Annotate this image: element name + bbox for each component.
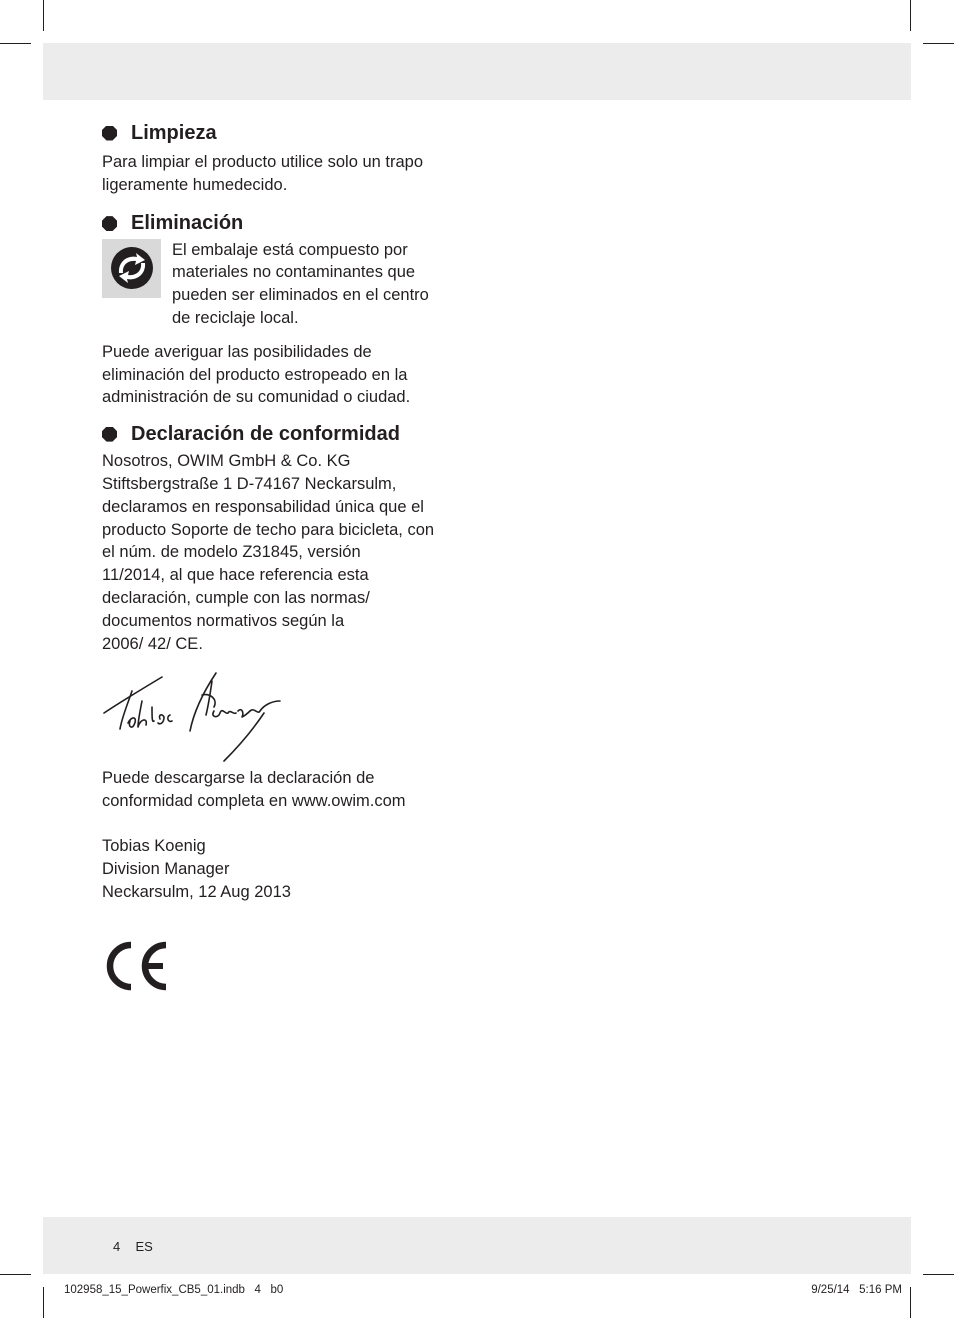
section-heading-disposal xyxy=(102,209,462,239)
crop-mark xyxy=(910,0,911,31)
conformity-text: Nosotros, OWIM GmbH & Co. KG Stiftsbergstraße 1 D-74167 Neckarsulm, declaramos en responsabilidad única que el producto Soporte de techo para bicicleta, con el núm. de modelo Z31845, versión 11/2014, al que hace referencia esta declaración, cumple con las normas/ documentos normativos según la 2006/ 42/ CE. xyxy=(102,452,435,653)
crop-mark xyxy=(923,43,954,44)
crop-mark xyxy=(0,1274,31,1275)
signer-title: Division Manager xyxy=(102,859,230,878)
bullet-icon xyxy=(102,427,117,442)
download-text: Puede descargarse la declaración de conformidad completa en www.owim.com xyxy=(102,769,406,811)
place-date: Neckarsulm, 12 Aug 2013 xyxy=(102,882,291,901)
crop-mark xyxy=(43,0,44,31)
product-disposal-text: Puede averiguar las posibilidades de eliminación del producto estropeado en la administración de su comunidad o ciudad. xyxy=(102,342,411,407)
heading-text: Eliminación xyxy=(131,212,244,235)
bullet-icon xyxy=(102,126,117,141)
heading-text: Declaración de conformidad xyxy=(131,422,400,445)
slug-file: 102958_15_Powerfix_CB5_01.indb 4 b0 xyxy=(64,1284,284,1296)
language-code: ES xyxy=(135,1239,153,1254)
page-footer xyxy=(113,1239,153,1254)
crop-mark xyxy=(0,43,31,44)
cleaning-text: Para limpiar el producto utilice solo un trapo ligeramente humedecido. xyxy=(102,153,424,194)
signer-name: Tobias Koenig xyxy=(102,836,206,855)
packaging-text: El embalaje está compuesto por materiales no contaminantes que pueden ser eliminados en el centro de reciclaje local. xyxy=(172,240,429,327)
signer-block xyxy=(102,835,462,903)
recycle-green-dot-icon xyxy=(102,239,161,298)
footer-band xyxy=(43,1217,911,1274)
page-number: 4 xyxy=(113,1239,121,1254)
section-heading-conformity xyxy=(102,419,462,449)
bullet-icon xyxy=(102,216,117,231)
slug-datetime: 9/25/14 5:16 PM xyxy=(811,1284,902,1296)
page-content xyxy=(102,118,462,991)
crop-mark xyxy=(923,1274,954,1275)
packaging-disposal-row xyxy=(102,239,462,330)
heading-text: Limpieza xyxy=(131,121,217,144)
ce-mark xyxy=(102,941,462,991)
signature xyxy=(102,655,462,767)
section-heading-cleaning xyxy=(102,118,462,148)
crop-mark xyxy=(43,1287,44,1318)
crop-mark xyxy=(910,1287,911,1318)
header-band xyxy=(43,43,911,100)
